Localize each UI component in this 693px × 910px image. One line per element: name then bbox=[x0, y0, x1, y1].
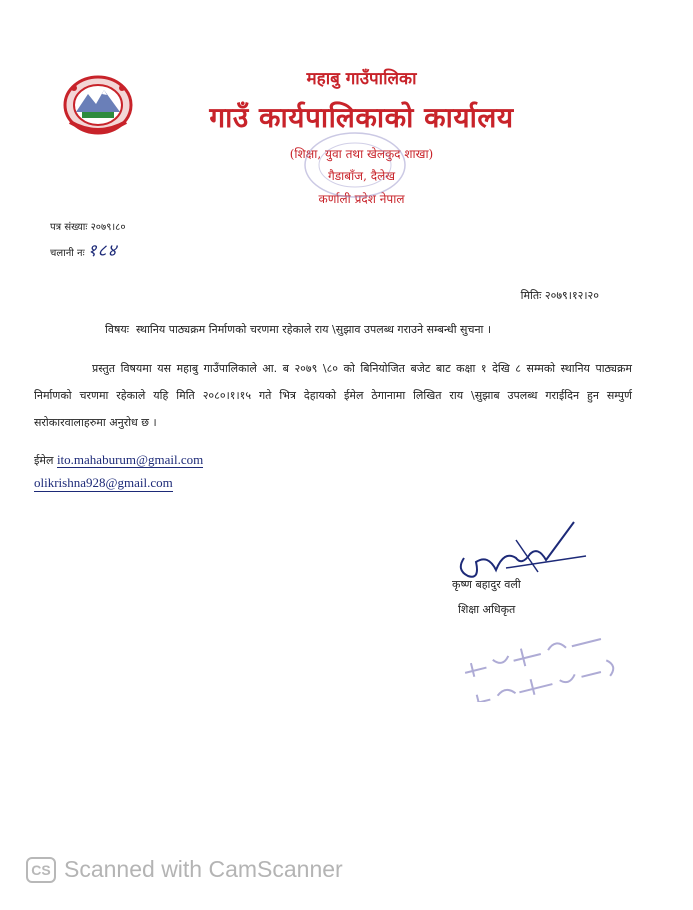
reference-number bbox=[50, 219, 126, 233]
dispatch-value-handwritten: १८४ bbox=[87, 241, 118, 261]
official-name-stamp bbox=[455, 622, 645, 702]
email-line bbox=[34, 452, 203, 468]
watermark-text: Scanned with CamScanner bbox=[64, 856, 343, 882]
reference-label: पत्र संख्याः bbox=[50, 222, 88, 233]
letter-subject bbox=[105, 322, 491, 337]
camscanner-watermark bbox=[26, 856, 343, 883]
email-primary-link[interactable]: ito.mahaburum@gmail.com bbox=[56, 452, 204, 467]
camscanner-logo-icon: CS bbox=[26, 857, 56, 883]
letter-body bbox=[34, 355, 632, 436]
letter-date bbox=[521, 288, 599, 303]
date-label: मितिः bbox=[520, 289, 542, 302]
signatory-title: शिक्षा अधिकृत bbox=[458, 603, 516, 616]
subject-text: स्थानिय पाठ्यक्रम निर्माणको चरणमा रहेकाले राय \सुझाव उपलब्ध गराउने सम्बन्धी सुचना । bbox=[135, 323, 492, 336]
reference-value: २०७९।८० bbox=[90, 222, 126, 233]
email-secondary-link[interactable]: olikrishna928@gmail.com bbox=[34, 475, 173, 490]
subject-label: विषयः bbox=[105, 323, 129, 336]
signatory-name: कृष्ण बहादुर वली bbox=[452, 578, 521, 591]
municipality-name: महाबु गाउँपालिका bbox=[306, 69, 417, 89]
office-title: गाउँ कार्यपालिकाको कार्यालय bbox=[209, 101, 514, 134]
province-name: कर्णाली प्रदेश नेपाल bbox=[318, 192, 405, 206]
dispatch-label: चलानी नः bbox=[50, 248, 85, 259]
email-label: ईमेल bbox=[34, 454, 54, 467]
date-value: २०७९।१२।२० bbox=[544, 289, 599, 302]
office-location: गैडाबाँज, दैलेख bbox=[327, 169, 396, 183]
body-paragraph: प्रस्तुत विषयमा यस महाबु गाउँपालिकाले आ. ब २०७९ \८० को बिनियोजित बजेट बाट कक्षा १ देखि ८ सम्मको स्थानिय पाठ्यक्रम निर्माणको चरणमा रहेकाले यहि मिति २०८०।१।१५ गते भित्र देहायको ईमेल ठेगानामा लिखित राय \सुझाब उपलब्ध गराईदिन हुन सम्पुर्ण सरोकारवालाहरुमा अनुरोध छ । bbox=[34, 362, 632, 429]
faint-office-stamp bbox=[300, 128, 410, 203]
branch-name: (शिक्षा, युवा तथा खेलकुद शाखा) bbox=[289, 147, 434, 161]
dispatch-number bbox=[50, 238, 117, 261]
